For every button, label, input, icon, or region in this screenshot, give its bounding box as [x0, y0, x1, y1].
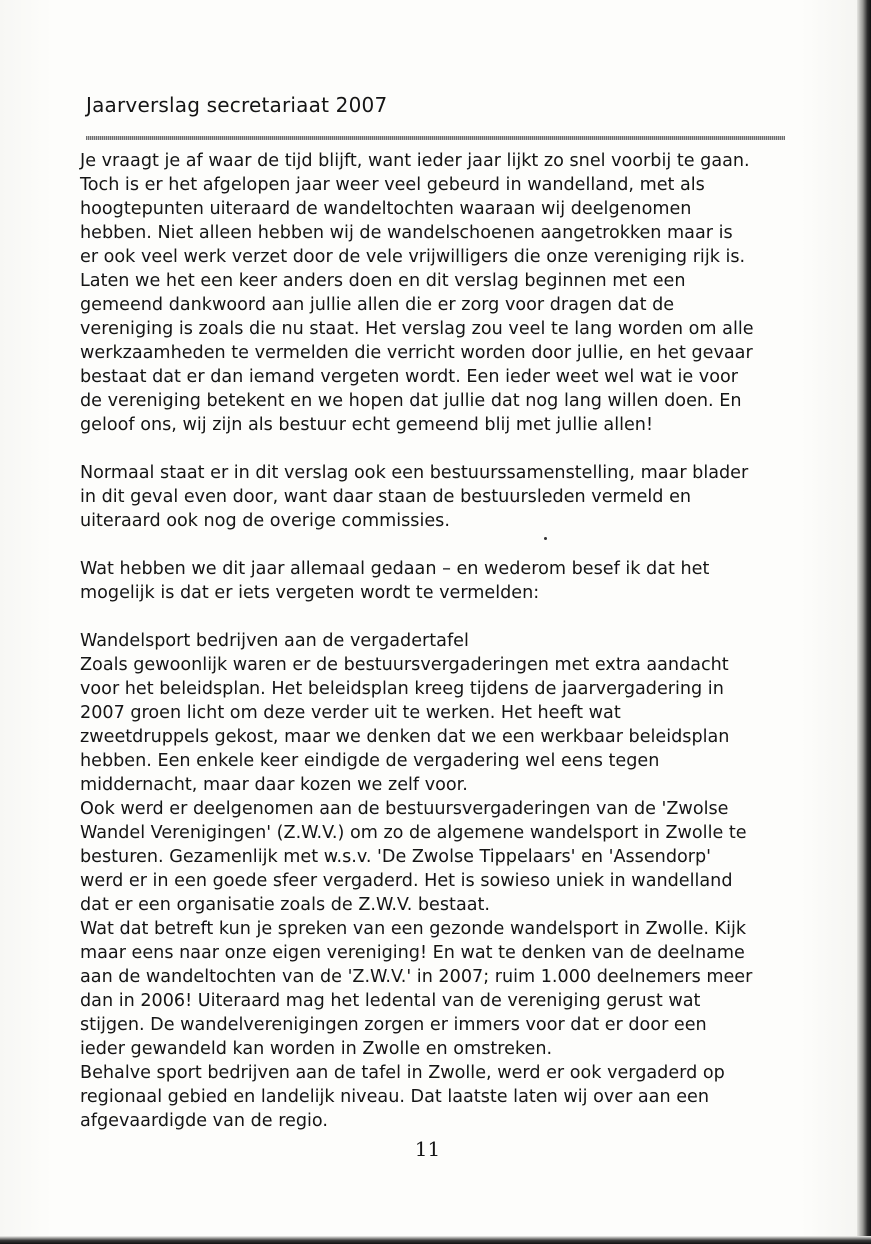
title-divider	[86, 136, 785, 140]
page-title: Jaarverslag secretariaat 2007	[86, 93, 388, 117]
section-heading: Wandelsport bedrijven aan de vergadertafel	[80, 631, 469, 651]
text-line: Toch is er het afgelopen jaar weer veel gebeurd in wandelland, met als	[80, 175, 705, 195]
text-line: de vereniging betekent en we hopen dat jullie dat nog lang willen doen. En	[80, 391, 742, 411]
text-line: regionaal gebied en landelijk niveau. Dat laatste laten wij over aan een	[80, 1087, 710, 1107]
section-body	[80, 653, 792, 1133]
text-line: Wat dat betreft kun je spreken van een gezonde wandelsport in Zwolle. Kijk	[80, 919, 747, 939]
text-line: Behalve sport bedrijven aan de tafel in Zwolle, werd er ook vergaderd op	[80, 1063, 725, 1083]
text-line: gemeend dankwoord aan jullie allen die er zorg voor dragen dat de	[80, 295, 675, 315]
text-line: vereniging is zoals die nu staat. Het verslag zou veel te lang worden om alle	[80, 319, 754, 339]
page-binding-edge	[857, 0, 871, 1244]
page-bottom-edge	[0, 1236, 871, 1244]
paragraph-overview	[80, 557, 792, 605]
text-line: hoogtepunten uiteraard de wandeltochten waaraan wij deelgenomen	[80, 199, 692, 219]
text-line: dan in 2006! Uiteraard mag het ledental van de vereniging gerust wat	[80, 991, 701, 1011]
text-line: aan de wandeltochten van de 'Z.W.V.' in 2007; ruim 1.000 deelnemers meer	[80, 967, 753, 987]
paragraph-spacer	[80, 533, 792, 557]
text-line: geloof ons, wij zijn als bestuur echt gemeend blij met jullie allen!	[80, 415, 653, 435]
text-line: Normaal staat er in dit verslag ook een bestuurssamenstelling, maar blader	[80, 463, 749, 483]
text-line: dat er een organisatie zoals de Z.W.V. bestaat.	[80, 895, 490, 915]
text-line: er ook veel werk verzet door de vele vrijwilligers die onze vereniging rijk is.	[80, 247, 746, 267]
text-line: maar eens naar onze eigen vereniging! En wat te denken van de deelname	[80, 943, 745, 963]
text-line: hebben. Niet alleen hebben wij de wandelschoenen aangetrokken maar is	[80, 223, 733, 243]
paragraph-spacer	[80, 605, 792, 629]
text-line: bestaat dat er dan iemand vergeten wordt. Een ieder weet wel wat ie voor	[80, 367, 738, 387]
text-line: werd er in een goede sfeer vergaderd. Het is sowieso uniek in wandelland	[80, 871, 733, 891]
scan-speck	[544, 537, 547, 540]
text-line: Ook werd er deelgenomen aan de bestuursvergaderingen van de 'Zwolse	[80, 799, 729, 819]
text-line: uiteraard ook nog de overige commissies.	[80, 511, 450, 531]
text-line: middernacht, maar daar kozen we zelf voor.	[80, 775, 468, 795]
paragraph-spacer	[80, 437, 792, 461]
text-line: in dit geval even door, want daar staan de bestuursleden vermeld en	[80, 487, 692, 507]
document-body	[80, 149, 792, 1133]
paragraph-board	[80, 461, 792, 533]
text-line: 2007 groen licht om deze verder uit te werken. Het heeft wat	[80, 703, 621, 723]
text-line: Wandel Verenigingen' (Z.W.V.) om zo de algemene wandelsport in Zwolle te	[80, 823, 747, 843]
text-line: werkzaamheden te vermelden die verricht worden door jullie, en het gevaar	[80, 343, 753, 363]
paragraph-intro	[80, 149, 792, 437]
text-line: besturen. Gezamenlijk met w.s.v. 'De Zwolse Tippelaars' en 'Assendorp'	[80, 847, 711, 867]
text-line: Zoals gewoonlijk waren er de bestuursvergaderingen met extra aandacht	[80, 655, 729, 675]
text-line: Wat hebben we dit jaar allemaal gedaan – en wederom besef ik dat het	[80, 559, 710, 579]
text-line: Laten we het een keer anders doen en dit verslag beginnen met een	[80, 271, 686, 291]
text-line: mogelijk is dat er iets vergeten wordt te vermelden:	[80, 583, 540, 603]
text-line: hebben. Een enkele keer eindigde de vergadering wel eens tegen	[80, 751, 660, 771]
text-line: zweetdruppels gekost, maar we denken dat we een werkbaar beleidsplan	[80, 727, 730, 747]
text-line: ieder gewandeld kan worden in Zwolle en omstreken.	[80, 1039, 553, 1059]
text-line: stijgen. De wandelverenigingen zorgen er immers voor dat er door een	[80, 1015, 707, 1035]
text-line: voor het beleidsplan. Het beleidsplan kreeg tijdens de jaarvergadering in	[80, 679, 724, 699]
text-line: Je vraagt je af waar de tijd blijft, want ieder jaar lijkt zo snel voorbij te gaan.	[80, 151, 750, 171]
page-number: 11	[414, 1137, 441, 1161]
text-line: afgevaardigde van de regio.	[80, 1111, 328, 1131]
